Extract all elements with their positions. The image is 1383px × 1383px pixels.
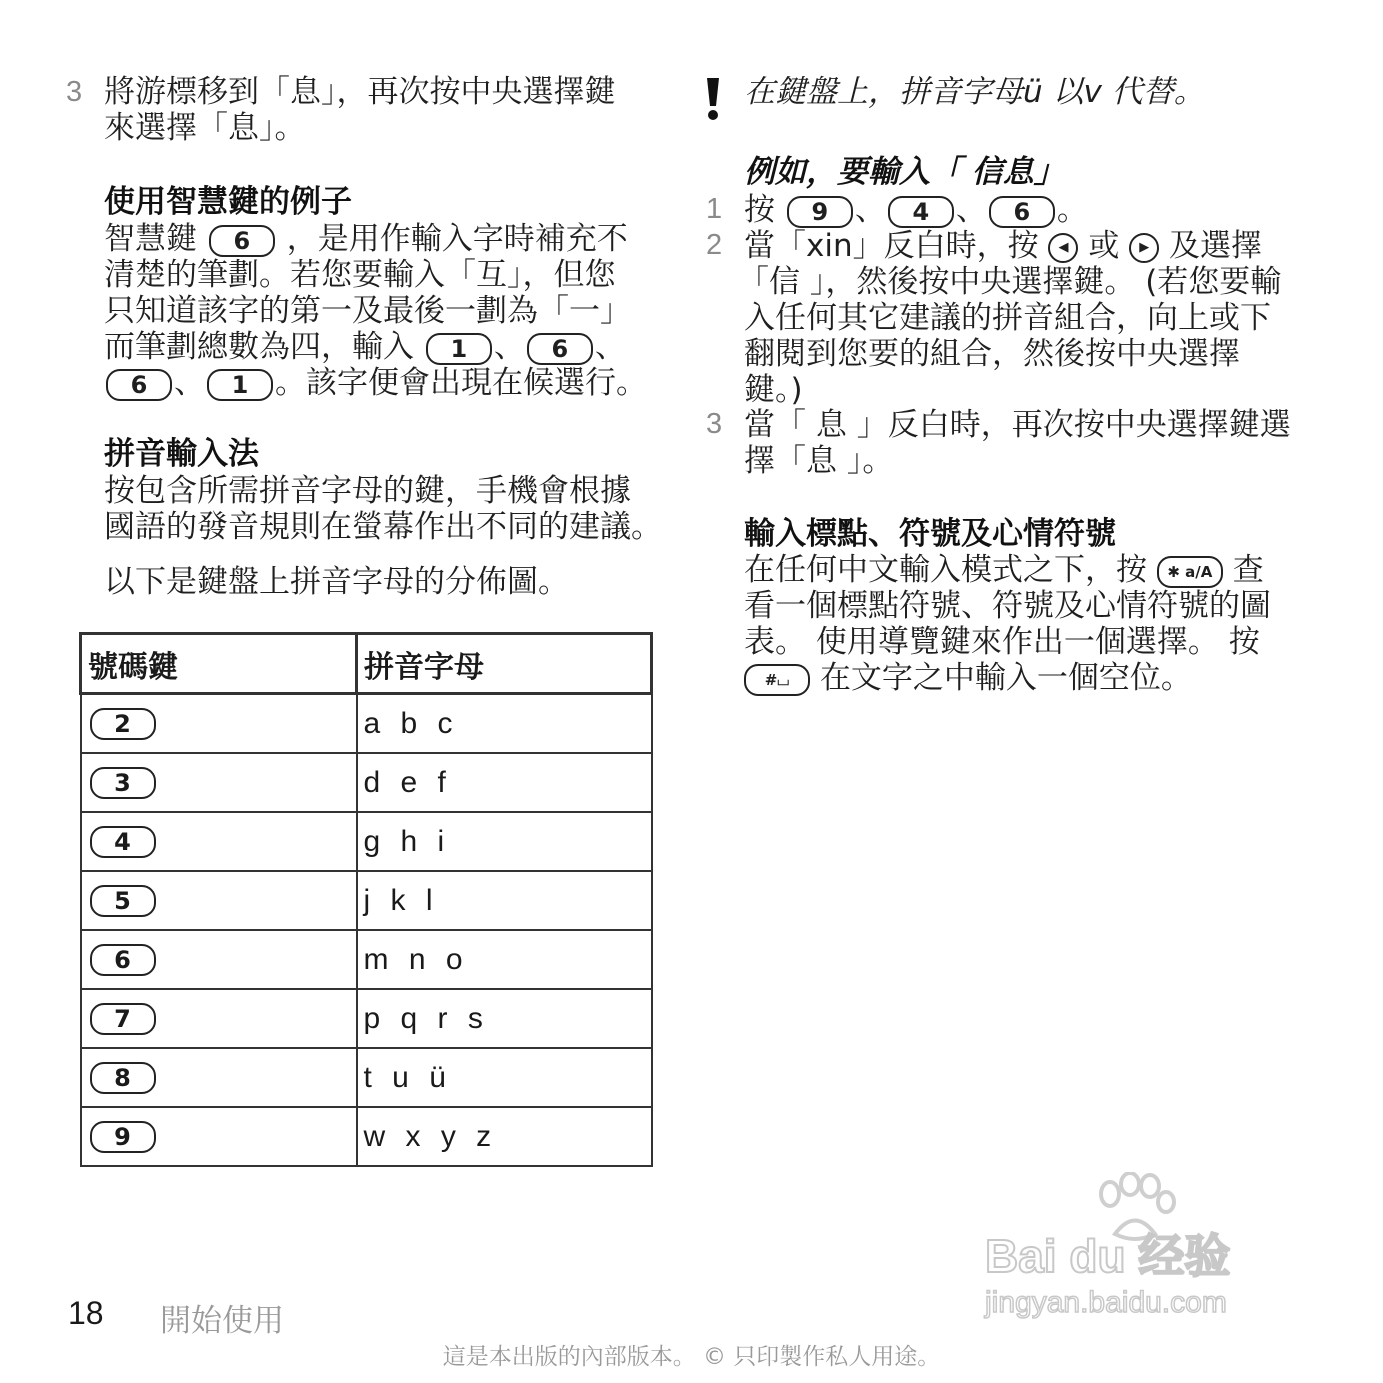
key-6-icon: 6: [209, 225, 275, 257]
pinyin-heading: 拼音輸入法: [104, 436, 259, 472]
table-cell-key: [81, 1107, 357, 1166]
table-row: [81, 930, 652, 989]
footer-notice: 這是本出版的內部版本。 © 只印製作私人用途。: [442, 1344, 941, 1370]
note-text: 在鍵盤上，拼音字母ü 以v 代替。: [744, 74, 1205, 110]
pinyin-line1: 按包含所需拼音字母的鍵，手機會根據: [104, 473, 631, 509]
table-cell-letters: p q r s: [357, 989, 652, 1048]
key-7-icon: 7: [90, 1003, 156, 1035]
example-heading: 例如，要輸入「 信息」: [744, 154, 1065, 190]
separator: 、: [174, 365, 205, 401]
table-cell-key: [81, 694, 357, 754]
step2-text: 或: [1088, 228, 1120, 264]
smartkey-heading: 使用智慧鍵的例子: [104, 184, 352, 220]
pinyin-paragraph: [104, 473, 674, 545]
punct-line1: [744, 552, 1304, 588]
step-number: 2: [706, 229, 723, 261]
table-row: [81, 989, 652, 1048]
pinyin-line2: 國語的發音規則在螢幕作出不同的建議。: [104, 509, 662, 545]
punct-text: 查: [1232, 552, 1264, 588]
step2-line2: 「信 」，然後按中央選擇鍵。 (若您要輸: [738, 264, 1282, 300]
key-8-icon: 8: [90, 1062, 156, 1094]
step1-text-pre: 按: [744, 192, 775, 228]
table-cell-letters: j k l: [357, 871, 652, 930]
smartkey-line1: [104, 221, 664, 257]
table-row: [81, 1107, 652, 1166]
pinyin-intro: 以下是鍵盤上拼音字母的分佈圖。: [104, 564, 569, 600]
punct-heading: 輸入標點、符號及心情符號: [744, 516, 1116, 552]
table-cell-key: [81, 930, 357, 989]
table-cell-letters: t u ü: [357, 1048, 652, 1107]
table-row: [81, 1048, 652, 1107]
warning-icon: [703, 78, 723, 122]
key-6-icon: 6: [989, 196, 1055, 228]
separator: 、: [493, 329, 525, 365]
key-3-icon: 3: [90, 767, 156, 799]
step2-text: 當「xin」反白時，按: [744, 228, 1039, 264]
key-1-icon: 1: [426, 333, 492, 365]
pinyin-key-table: [79, 632, 653, 1167]
step2-text: [738, 228, 1304, 408]
watermark-url: jingyan.baidu.com: [985, 1286, 1227, 1319]
key-1-icon: 1: [207, 369, 273, 401]
section-title: 開始使用: [160, 1303, 284, 1339]
table-cell-key: [81, 812, 357, 871]
table-cell-key: [81, 871, 357, 930]
punct-text: 在文字之中輸入一個空位。: [819, 660, 1192, 696]
smartkey-paragraph: [104, 221, 664, 401]
smartkey-line5: [104, 365, 664, 401]
step3-text: [104, 74, 664, 146]
smartkey-line2: 清楚的筆劃。若您要輸入「互」，但您: [104, 257, 616, 293]
punct-paragraph: [744, 552, 1304, 696]
smartkey-line4: [104, 329, 664, 365]
punct-text: 在任何中文輸入模式之下，按: [744, 552, 1147, 588]
step3-right-line2: 擇「息 」。: [744, 443, 894, 479]
step1-text: [744, 192, 1088, 228]
step2-line5: 鍵。): [744, 372, 803, 408]
step1-text-end: 。: [1056, 192, 1088, 228]
smartkey-text: ，是用作輸入字時補充不: [286, 221, 628, 257]
key-9-icon: 9: [90, 1121, 156, 1153]
table-header-key: 號碼鍵: [81, 634, 357, 694]
separator: 、: [854, 192, 886, 228]
step2-text: 及選擇: [1169, 228, 1263, 264]
star-key-icon: ✱ a/A: [1157, 556, 1223, 588]
table-row: [81, 753, 652, 812]
step2-line4: 翻閱到您要的組合，然後按中央選擇: [744, 336, 1240, 372]
table-cell-letters: m n o: [357, 930, 652, 989]
key-9-icon: 9: [787, 196, 853, 228]
step3-right-line1: 當「 息 」反白時，再次按中央選擇鍵選: [744, 407, 1291, 443]
page-number: 18: [68, 1295, 104, 1331]
table-row: [81, 812, 652, 871]
key-5-icon: 5: [90, 885, 156, 917]
table-cell-letters: w x y z: [357, 1107, 652, 1166]
step3-right-text: [744, 407, 1304, 479]
punct-line2: 看一個標點符號、符號及心情符號的圖: [744, 588, 1271, 624]
key-2-icon: 2: [90, 708, 156, 740]
step2-line3: 入任何其它建議的拼音組合，向上或下: [744, 300, 1271, 336]
table-cell-key: [81, 989, 357, 1048]
table-cell-key: [81, 1048, 357, 1107]
key-4-icon: 4: [90, 826, 156, 858]
table-header-row: [81, 634, 652, 694]
table-cell-letters: d e f: [357, 753, 652, 812]
table-cell-letters: a b c: [357, 694, 652, 754]
key-6-icon: 6: [527, 333, 593, 365]
key-4-icon: 4: [888, 196, 954, 228]
step3-line1: 將游標移到「息」，再次按中央選擇鍵: [104, 74, 616, 110]
table-row: [81, 694, 652, 754]
table-header-letters: 拼音字母: [357, 634, 652, 694]
step-number: 3: [706, 408, 723, 440]
smartkey-text: 而筆劃總數為四，輸入: [104, 329, 414, 365]
separator: 、: [594, 329, 626, 365]
punct-line4: [744, 660, 1304, 696]
table-row: [81, 871, 652, 930]
step2-line1: [744, 228, 1304, 264]
smartkey-line3: 只知道該字的第一及最後一劃為「一」: [104, 293, 631, 329]
nav-right-icon: ▶: [1129, 233, 1159, 263]
step-number: 3: [66, 76, 83, 108]
watermark-logo: Bai du 经验: [985, 1230, 1231, 1282]
smartkey-text: 。該字便會出現在候選行。: [275, 365, 647, 401]
key-6-icon: 6: [106, 369, 172, 401]
separator: 、: [955, 192, 987, 228]
step3-line2: 來選擇「息」。: [104, 110, 306, 146]
smartkey-text: 智慧鍵: [104, 221, 197, 257]
table-cell-key: [81, 753, 357, 812]
table-cell-letters: g h i: [357, 812, 652, 871]
key-6-icon: 6: [90, 944, 156, 976]
step-number: 1: [706, 193, 723, 225]
punct-line3: 表。 使用導覽鍵來作出一個選擇。 按: [744, 624, 1260, 660]
hash-key-icon: #⌴: [744, 664, 810, 696]
nav-left-icon: ◀: [1048, 233, 1078, 263]
